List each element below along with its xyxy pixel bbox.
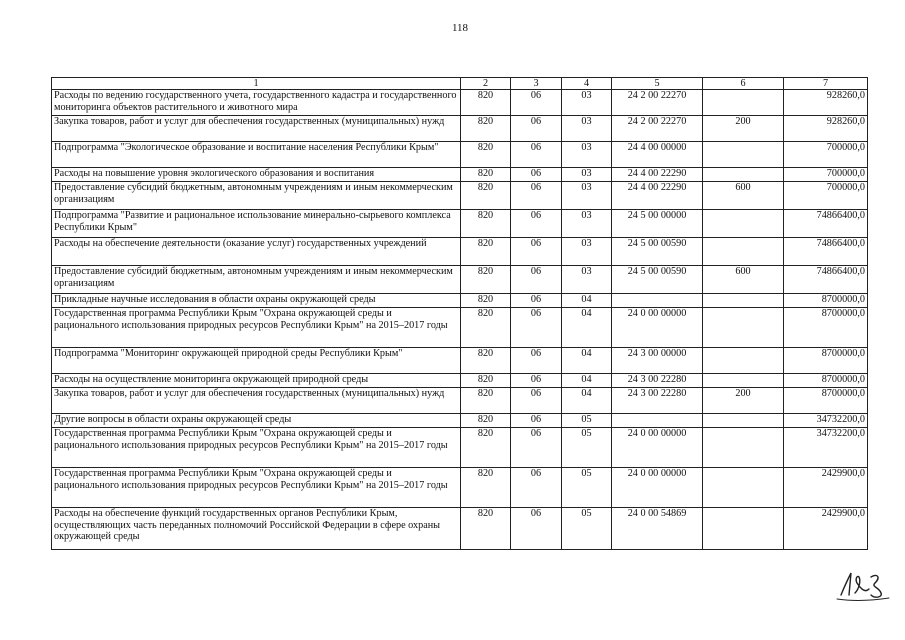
row-expense-type-cell: 200 [703,388,784,414]
row-amount-cell: 928260,0 [784,90,868,116]
table-row [52,294,868,308]
row-expense-type-cell [703,308,784,348]
table-row [52,210,868,238]
row-amount-cell: 8700000,0 [784,348,868,374]
row-section-cell: 06 [511,294,562,308]
table-row [52,168,868,182]
column-header: 4 [562,78,612,90]
table-row [52,142,868,168]
row-amount-cell: 34732200,0 [784,414,868,428]
table-row [52,308,868,348]
row-code-cell: 820 [461,116,511,142]
row-code-cell: 820 [461,142,511,168]
row-target-article-cell: 24 4 00 22290 [612,182,703,210]
row-name-cell: Закупка товаров, работ и услуг для обеспечения государственных (муниципальных) нужд [52,116,461,142]
row-name-cell: Расходы на обеспечение функций государственных органов Республики Крым, осуществляющих часть переданных полномочий Российской Федерации в сфере охраны окружающей среды [52,508,461,550]
table-row [52,414,868,428]
row-expense-type-cell [703,414,784,428]
row-subsection-cell: 03 [562,266,612,294]
column-header: 2 [461,78,511,90]
row-section-cell: 06 [511,348,562,374]
row-subsection-cell: 03 [562,238,612,266]
row-amount-cell: 74866400,0 [784,266,868,294]
row-subsection-cell: 03 [562,182,612,210]
row-subsection-cell: 04 [562,374,612,388]
page-number: 118 [451,22,469,34]
row-subsection-cell: 03 [562,210,612,238]
table-row [52,428,868,468]
row-section-cell: 06 [511,116,562,142]
row-code-cell: 820 [461,414,511,428]
row-section-cell: 06 [511,428,562,468]
row-name-cell: Предоставление субсидий бюджетным, автономным учреждениям и иным некоммерческим организациям [52,182,461,210]
row-name-cell: Государственная программа Республики Крым "Охрана окружающей среды и рационального использования природных ресурсов Республики Крым" на 2015–2017 годы [52,428,461,468]
row-name-cell: Предоставление субсидий бюджетным, автономным учреждениям и иным некоммерческим организациям [52,266,461,294]
table-row [52,182,868,210]
row-target-article-cell: 24 3 00 22280 [612,374,703,388]
row-name-cell: Подпрограмма "Экологическое образование и воспитание населения Республики Крым" [52,142,461,168]
handwritten-signature [835,565,895,605]
row-expense-type-cell [703,374,784,388]
row-code-cell: 820 [461,348,511,374]
row-expense-type-cell [703,348,784,374]
row-amount-cell: 34732200,0 [784,428,868,468]
row-code-cell: 820 [461,388,511,414]
row-name-cell: Подпрограмма "Развитие и рациональное использование минерально-сырьевого комплекса Республики Крым" [52,210,461,238]
table-row [52,468,868,508]
row-section-cell: 06 [511,388,562,414]
row-subsection-cell: 04 [562,294,612,308]
row-name-cell: Расходы на осуществление мониторинга окружающей природной среды [52,374,461,388]
row-expense-type-cell [703,168,784,182]
row-name-cell: Прикладные научные исследования в области охраны окружающей среды [52,294,461,308]
row-section-cell: 06 [511,468,562,508]
row-expense-type-cell: 600 [703,266,784,294]
row-amount-cell: 700000,0 [784,182,868,210]
row-section-cell: 06 [511,414,562,428]
row-code-cell: 820 [461,508,511,550]
row-expense-type-cell [703,142,784,168]
row-code-cell: 820 [461,168,511,182]
row-expense-type-cell [703,210,784,238]
table-header-row [52,78,868,90]
row-code-cell: 820 [461,182,511,210]
row-name-cell: Подпрограмма "Мониторинг окружающей природной среды Республики Крым" [52,348,461,374]
row-amount-cell: 8700000,0 [784,388,868,414]
budget-table [51,77,868,550]
row-target-article-cell: 24 2 00 22270 [612,116,703,142]
row-subsection-cell: 05 [562,414,612,428]
table-row [52,348,868,374]
row-code-cell: 820 [461,428,511,468]
row-name-cell: Государственная программа Республики Крым "Охрана окружающей среды и рационального использования природных ресурсов Республики Крым" на 2015–2017 годы [52,468,461,508]
column-header: 5 [612,78,703,90]
row-target-article-cell [612,414,703,428]
row-section-cell: 06 [511,508,562,550]
row-code-cell: 820 [461,266,511,294]
row-code-cell: 820 [461,294,511,308]
row-name-cell: Закупка товаров, работ и услуг для обеспечения государственных (муниципальных) нужд [52,388,461,414]
row-name-cell: Расходы на обеспечение деятельности (оказание услуг) государственных учреждений [52,238,461,266]
row-section-cell: 06 [511,142,562,168]
row-amount-cell: 8700000,0 [784,308,868,348]
row-target-article-cell: 24 4 00 00000 [612,142,703,168]
row-code-cell: 820 [461,468,511,508]
row-section-cell: 06 [511,308,562,348]
table-row [52,508,868,550]
table-row [52,374,868,388]
column-header: 6 [703,78,784,90]
row-section-cell: 06 [511,90,562,116]
row-section-cell: 06 [511,210,562,238]
row-section-cell: 06 [511,168,562,182]
row-expense-type-cell [703,90,784,116]
row-target-article-cell: 24 3 00 22280 [612,388,703,414]
row-code-cell: 820 [461,238,511,266]
row-section-cell: 06 [511,374,562,388]
row-expense-type-cell [703,428,784,468]
row-name-cell: Другие вопросы в области охраны окружающей среды [52,414,461,428]
row-expense-type-cell [703,238,784,266]
row-expense-type-cell [703,468,784,508]
row-name-cell: Расходы на повышение уровня экологического образования и воспитания [52,168,461,182]
row-amount-cell: 700000,0 [784,168,868,182]
row-section-cell: 06 [511,182,562,210]
row-amount-cell: 2429900,0 [784,468,868,508]
column-header: 1 [52,78,461,90]
table-row [52,116,868,142]
column-header: 7 [784,78,868,90]
row-code-cell: 820 [461,308,511,348]
row-target-article-cell: 24 0 00 00000 [612,308,703,348]
row-target-article-cell: 24 0 00 54869 [612,508,703,550]
row-code-cell: 820 [461,374,511,388]
row-name-cell: Расходы по ведению государственного учета, государственного кадастра и государственного мониторинга объектов растительного и животного мира [52,90,461,116]
table-body [52,90,868,550]
row-target-article-cell: 24 0 00 00000 [612,428,703,468]
row-subsection-cell: 04 [562,348,612,374]
row-amount-cell: 8700000,0 [784,374,868,388]
row-subsection-cell: 03 [562,116,612,142]
row-target-article-cell: 24 4 00 22290 [612,168,703,182]
row-subsection-cell: 05 [562,508,612,550]
row-amount-cell: 2429900,0 [784,508,868,550]
row-expense-type-cell [703,508,784,550]
row-target-article-cell: 24 3 00 00000 [612,348,703,374]
table-row [52,388,868,414]
table-row [52,266,868,294]
row-target-article-cell: 24 5 00 00000 [612,210,703,238]
row-target-article-cell: 24 5 00 00590 [612,238,703,266]
row-expense-type-cell: 200 [703,116,784,142]
row-target-article-cell [612,294,703,308]
row-subsection-cell: 04 [562,388,612,414]
row-amount-cell: 928260,0 [784,116,868,142]
row-subsection-cell: 03 [562,168,612,182]
row-subsection-cell: 03 [562,90,612,116]
row-code-cell: 820 [461,90,511,116]
row-target-article-cell: 24 2 00 22270 [612,90,703,116]
row-expense-type-cell: 600 [703,182,784,210]
row-section-cell: 06 [511,266,562,294]
row-subsection-cell: 03 [562,142,612,168]
row-code-cell: 820 [461,210,511,238]
row-name-cell: Государственная программа Республики Крым "Охрана окружающей среды и рационального использования природных ресурсов Республики Крым" на 2015–2017 годы [52,308,461,348]
row-target-article-cell: 24 0 00 00000 [612,468,703,508]
row-amount-cell: 700000,0 [784,142,868,168]
column-header: 3 [511,78,562,90]
row-amount-cell: 74866400,0 [784,210,868,238]
table-row [52,90,868,116]
row-expense-type-cell [703,294,784,308]
row-subsection-cell: 05 [562,428,612,468]
row-target-article-cell: 24 5 00 00590 [612,266,703,294]
row-amount-cell: 8700000,0 [784,294,868,308]
row-subsection-cell: 04 [562,308,612,348]
table-row [52,238,868,266]
row-amount-cell: 74866400,0 [784,238,868,266]
row-subsection-cell: 05 [562,468,612,508]
row-section-cell: 06 [511,238,562,266]
